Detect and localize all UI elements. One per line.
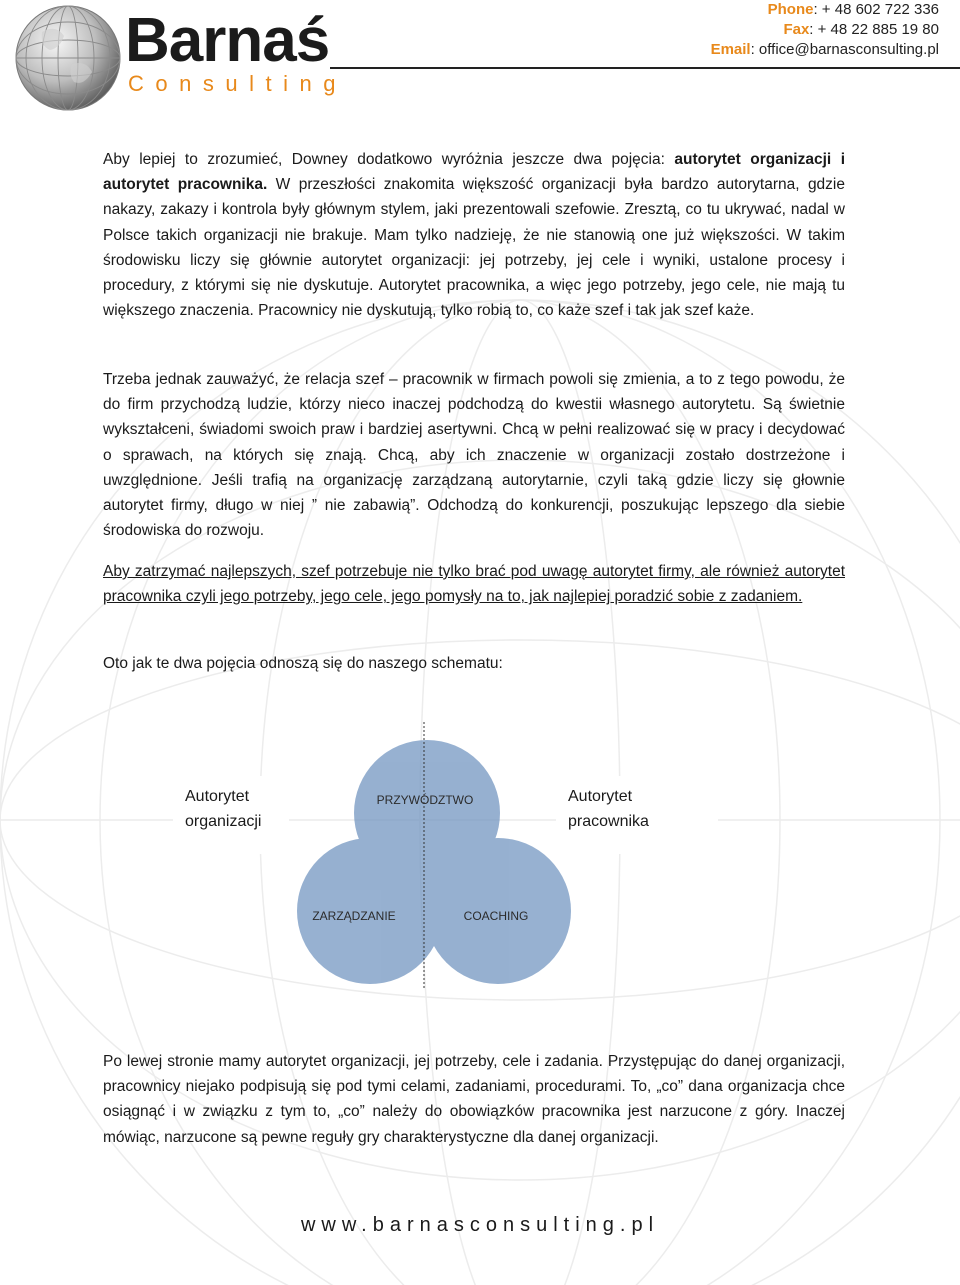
autorytet-pracownika-box: Autorytet pracownika [556, 776, 718, 854]
fax-line [711, 20, 939, 40]
fax-label: Fax [783, 21, 810, 38]
phone-label: Phone [767, 1, 814, 18]
label-zarzadzanie: ZARZĄDZANIE [312, 909, 396, 923]
paragraph-4: Oto jak te dwa pojęcia odnoszą się do naszego schematu: [103, 655, 503, 672]
paragraph-1-intro: Aby lepiej to zrozumieć, Downey dodatkowo wyróżnia jeszcze dwa pojęcia: [103, 151, 675, 168]
paragraph-1-rest: W przeszłości znakomita większość organizacji była bardzo autorytarna, gdzie nakazy, zakazy i kontrola były głównym stylem, jaki prezentowali szefowie. Zresztą, co tu ukrywać, nadal w Polsce takich organizacji nie brakuje. Mam tylko nadzieję, że nie stanowią one już większości. W takim środowisku liczy się głównie autorytet organizacji: jej potrzeby, jej cele i wyniki, ustalone procesy i procedury, z którymi się nie dyskutuje. Autorytet pracownika, a więc jego potrzeby, jego cele, nie mają tu większego znaczenia. Pracownicy nie dyskutują, tylko robią to, co każe szef i tak jak szef każe. [103, 176, 845, 320]
fax-value: : + 48 22 885 19 80 [809, 21, 939, 38]
email-label: Email [710, 41, 751, 58]
phone-line [711, 0, 939, 20]
paragraph-1-bold: autorytet organizacji i autorytet pracownika. [103, 151, 846, 194]
label-coaching: COACHING [463, 909, 529, 923]
venn-diagram [0, 720, 960, 1020]
phone-value: : + 48 602 722 336 [813, 1, 939, 18]
header-divider [330, 67, 960, 69]
paragraph-5: Po lewej stronie mamy autorytet organizacji, jej potrzeby, cele i zadania. Przystępując do danej organizacji, pracownicy niejako podpisują się pod tymi celami, zadaniami, procedurami. To, „co” dana organizacja chce osiągnąć i w związku z tym to, „co” należy do obowiązków pracownika jest narzucone z góry. Inaczej mówiąc, narzucone są pewne reguły gry charakterystyczne dla danej organizacji. [103, 1053, 845, 1146]
autorytet-organizacji-box: Autorytet organizacji [173, 776, 289, 854]
footer-website[interactable]: www.barnasconsulting.pl [300, 1214, 660, 1236]
logo-name: Barnaś [125, 6, 330, 75]
paragraph-3-underlined: Aby zatrzymać najlepszych, szef potrzebuje nie tylko brać pod uwagę autorytet firmy, ale również autorytet pracownika czyli jego potrzeby, jego cele, jego pomysły na to, jak najlepiej poradzić sobie z zadaniem. [103, 563, 845, 606]
contact-block [711, 0, 939, 60]
email-value: : office@barnasconsulting.pl [750, 41, 939, 58]
logo-subtitle: Consulting [128, 71, 347, 96]
label-przywodztwo: PRZYWÓDZTWO [376, 793, 474, 807]
email-line [711, 40, 939, 60]
paragraph-2: Trzeba jednak zauważyć, że relacja szef – pracownik w firmach powoli się zmienia, a to z tego powodu, że do firm przychodzą ludzie, którzy nieco inaczej podchodzą do kwestii własnego autorytetu. Są świetnie wykształceni, świadomi swoich praw i bardziej asertywni. Chcą w pełni realizować się w pracy i decydować o sprawach, na których się znają. Chcą, aby ich znaczenie w organizacji zostało dostrzeżone i uwzględnione. Jeśli trafią na organizację zarządzaną autorytarnie, czyli taką gdzie liczy się głownie autorytet firmy, długo w niej ” nie zabawią”. Odchodzą do konkurencji, poszukując lepszego dla siebie środowiska do rozwoju. [103, 371, 845, 540]
globe-logo-icon [12, 2, 124, 114]
venn-circles [0, 720, 960, 1020]
paragraph-1 [103, 147, 845, 323]
